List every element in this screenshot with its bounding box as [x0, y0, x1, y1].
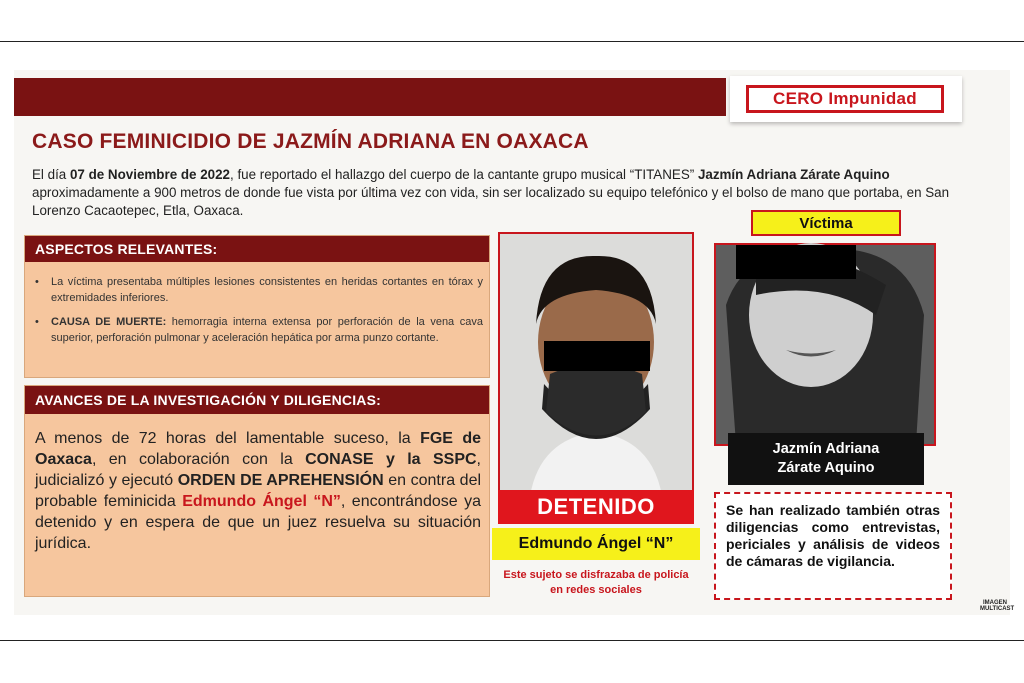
diligencias-box: Se han realizado también otras diligencias como entrevistas, periciales y análisis de videos de cámaras de vigilancia.	[714, 492, 952, 600]
avances-fge: FGE de Oaxaca	[35, 430, 482, 468]
aspects-item-1: La víctima presentaba múltiples lesiones consistentes en heridas cortantes en tórax y extremidades inferiores.	[51, 276, 483, 304]
list-item	[35, 314, 483, 346]
victima-photo	[714, 243, 936, 446]
aspects-box	[24, 235, 490, 378]
cero-impunidad-badge	[730, 76, 962, 122]
intro-text-2: , fue reportado el hallazgo del cuerpo de la cantante grupo musical “TITANES”	[230, 167, 698, 182]
avances-box	[24, 385, 490, 597]
victima-label: Víctima	[751, 210, 901, 236]
intro-text-1: El día	[32, 167, 70, 182]
avances-text-1: A menos de 72 horas del lamentable suceso, la	[35, 430, 421, 447]
cause-of-death-label: CAUSA DE MUERTE:	[51, 316, 167, 328]
cause-of-death-text: hemorragia interna extensa por perforación de la vena cava superior, perforación pulmonar y aceleración hepática por arma punzo cortante.	[51, 316, 483, 344]
victima-name	[728, 433, 924, 485]
avances-conase: CONASE y la SSPC	[305, 451, 477, 468]
aspects-header: ASPECTOS RELEVANTES:	[25, 236, 489, 262]
victima-name-line-1: Jazmín Adriana	[772, 441, 880, 457]
intro-victim-name: Jazmín Adriana Zárate Aquino	[697, 167, 890, 182]
detenido-note: Este sujeto se disfrazaba de policía en redes sociales	[503, 569, 689, 596]
victima-name-line-2: Zárate Aquino	[777, 460, 875, 476]
frame-line-top	[0, 41, 1024, 42]
logo-line-2: MULTICAST	[980, 606, 1015, 612]
detenido-name: Edmundo Ángel “N”	[492, 528, 700, 560]
intro-date: 07 de Noviembre de 2022	[69, 167, 230, 182]
page-title: CASO FEMINICIDIO DE JAZMÍN ADRIANA EN OAXACA	[32, 130, 589, 153]
avances-text-5: , encontrándose ya detenido y en espera de que un juez resuelva su situación jurídica.	[35, 493, 481, 552]
slide	[14, 70, 1015, 615]
avances-suspect-name: Edmundo Ángel “N”	[182, 493, 341, 510]
avances-text-4: en contra del probable feminicida	[35, 472, 482, 510]
detenido-photo	[498, 232, 694, 498]
intro-text-3: aproximadamente a 900 metros de donde fue vista por última vez con vida, sin ser localizado su equipo telefónico y el bolso de mano que portaba, en San Lorenzo Cacaotepec, Etla, Oaxaca.	[32, 185, 950, 218]
top-banner-bar	[14, 78, 726, 116]
imagen-logo	[980, 600, 1015, 612]
aspects-list	[35, 274, 483, 354]
avances-header: AVANCES DE LA INVESTIGACIÓN Y DILIGENCIAS:	[25, 386, 489, 414]
bullet-icon: •	[35, 276, 39, 288]
aspects-item-2	[51, 314, 483, 346]
badge-border	[746, 85, 944, 113]
badge-text: CERO Impunidad	[773, 89, 917, 108]
detenido-label: DETENIDO	[498, 490, 694, 524]
list-item	[35, 274, 483, 306]
detenido-portrait-icon	[500, 234, 692, 496]
avances-text-3: , judicializó y ejecutó	[35, 451, 481, 489]
avances-orden: ORDEN DE APREHENSIÓN	[177, 472, 384, 489]
logo-line-1: IMAGEN	[983, 600, 1007, 606]
victima-portrait-icon	[716, 245, 934, 444]
bullet-icon: •	[35, 316, 39, 328]
avances-text-2: , en colaboración con la	[91, 451, 306, 468]
avances-paragraph	[35, 428, 481, 554]
frame-line-bottom	[0, 640, 1024, 641]
